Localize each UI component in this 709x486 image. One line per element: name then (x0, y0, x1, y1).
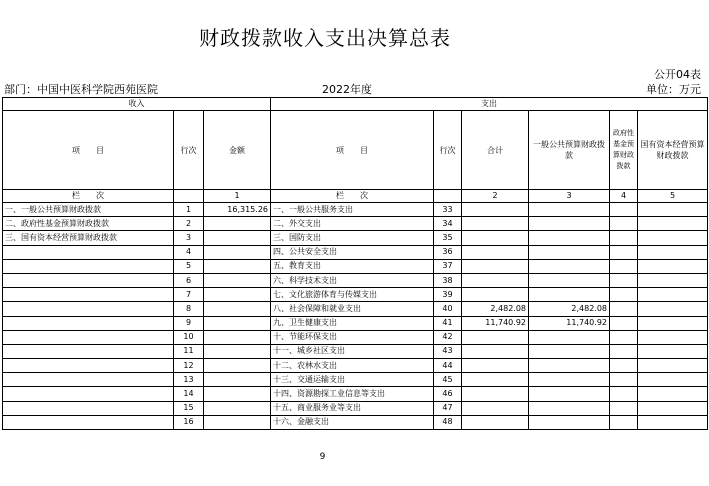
income-amount-header: 金额 (204, 111, 271, 190)
expense-line-cell: 36 (434, 245, 462, 259)
fund-budget-cell (610, 302, 638, 316)
expense-line-cell: 39 (434, 288, 462, 302)
income-amount-cell (204, 245, 271, 259)
expense-item-header: 项 目 (271, 111, 434, 190)
expense-item-cell: 十三、交通运输支出 (271, 373, 434, 387)
income-line-header: 行次 (174, 111, 204, 190)
index-line-empty (174, 190, 204, 203)
table-row (3, 273, 708, 287)
capital-budget-cell (638, 373, 708, 387)
capital-budget-cell (638, 217, 708, 231)
general-budget-cell (529, 415, 610, 429)
income-item-cell (3, 344, 174, 358)
fund-budget-cell (610, 387, 638, 401)
expense-total-cell (462, 373, 529, 387)
income-line-cell: 2 (174, 217, 204, 231)
table-row (3, 373, 708, 387)
general-budget-cell (529, 373, 610, 387)
income-item-cell (3, 288, 174, 302)
capital-budget-cell (638, 401, 708, 415)
income-item-cell (3, 359, 174, 373)
expense-item-cell: 六、科学技术支出 (271, 273, 434, 287)
income-line-cell: 14 (174, 387, 204, 401)
income-line-cell: 7 (174, 288, 204, 302)
page-title: 财政拨款收入支出决算总表 (199, 26, 451, 50)
capital-budget-cell (638, 344, 708, 358)
expense-line-cell: 47 (434, 401, 462, 415)
income-line-cell: 1 (174, 203, 204, 217)
expense-line-cell: 40 (434, 302, 462, 316)
capital-budget-header: 国有资本经营预算财政拨款 (638, 111, 708, 190)
general-budget-cell (529, 245, 610, 259)
income-item-cell (3, 415, 174, 429)
table-row (3, 387, 708, 401)
index-capital: 5 (638, 190, 708, 203)
expense-line-cell: 34 (434, 217, 462, 231)
income-line-cell: 5 (174, 259, 204, 273)
general-budget-cell (529, 330, 610, 344)
expense-total-cell (462, 217, 529, 231)
income-item-cell: 三、国有资本经营预算财政拨款 (3, 231, 174, 245)
expense-total-cell (462, 359, 529, 373)
page-number: 9 (319, 452, 326, 462)
general-budget-cell (529, 217, 610, 231)
fund-budget-cell (610, 373, 638, 387)
index-amount: 1 (204, 190, 271, 203)
index-general: 3 (529, 190, 610, 203)
income-amount-cell: 16,315.26 (204, 203, 271, 217)
fund-budget-cell (610, 316, 638, 330)
income-item-cell: 一、一般公共预算财政拨款 (3, 203, 174, 217)
table-row (3, 415, 708, 429)
expense-item-cell: 十、节能环保支出 (271, 330, 434, 344)
income-amount-cell (204, 231, 271, 245)
table-row (3, 344, 708, 358)
table-row (3, 203, 708, 217)
income-amount-cell (204, 302, 271, 316)
table-row (3, 259, 708, 273)
department-label: 部门：中国中医科学院西苑医院 (4, 83, 158, 96)
expense-line-cell: 43 (434, 344, 462, 358)
section-header-row (3, 98, 708, 111)
income-amount-cell (204, 387, 271, 401)
income-amount-cell (204, 401, 271, 415)
expense-line-cell: 35 (434, 231, 462, 245)
general-budget-cell (529, 359, 610, 373)
fund-budget-cell (610, 359, 638, 373)
expense-line-cell: 48 (434, 415, 462, 429)
table-row (3, 316, 708, 330)
income-amount-cell (204, 330, 271, 344)
capital-budget-cell (638, 387, 708, 401)
expense-total-cell (462, 288, 529, 302)
expense-item-cell: 十六、金融支出 (271, 415, 434, 429)
expense-total-cell (462, 344, 529, 358)
income-item-cell (3, 401, 174, 415)
income-line-cell: 10 (174, 330, 204, 344)
index-label-2: 栏 次 (271, 190, 434, 203)
fund-budget-cell (610, 344, 638, 358)
fund-budget-cell (610, 245, 638, 259)
expense-item-cell: 五、教育支出 (271, 259, 434, 273)
expense-section-header: 支出 (271, 98, 708, 111)
income-amount-cell (204, 288, 271, 302)
income-line-cell: 16 (174, 415, 204, 429)
budget-table (2, 97, 708, 430)
expense-total-cell (462, 330, 529, 344)
expense-total-cell: 2,482.08 (462, 302, 529, 316)
expense-item-cell: 三、国防支出 (271, 231, 434, 245)
general-budget-cell: 11,740.92 (529, 316, 610, 330)
table-row (3, 401, 708, 415)
income-line-cell: 3 (174, 231, 204, 245)
income-amount-cell (204, 316, 271, 330)
capital-budget-cell (638, 415, 708, 429)
form-number: 公开04表 (654, 68, 701, 81)
capital-budget-cell (638, 288, 708, 302)
income-line-cell: 12 (174, 359, 204, 373)
expense-item-cell: 四、公共安全支出 (271, 245, 434, 259)
expense-total-cell (462, 259, 529, 273)
expense-line-cell: 41 (434, 316, 462, 330)
income-item-header: 项 目 (3, 111, 174, 190)
expense-item-cell: 八、社会保障和就业支出 (271, 302, 434, 316)
capital-budget-cell (638, 359, 708, 373)
fund-budget-header: 政府性基金预算财政拨款 (610, 111, 638, 190)
general-budget-cell: 2,482.08 (529, 302, 610, 316)
expense-line-cell: 45 (434, 373, 462, 387)
fund-budget-cell (610, 415, 638, 429)
income-section-header: 收入 (3, 98, 271, 111)
expense-total-cell (462, 415, 529, 429)
general-budget-cell (529, 401, 610, 415)
fund-budget-cell (610, 401, 638, 415)
expense-total-cell (462, 245, 529, 259)
unit-label: 单位：万元 (646, 83, 701, 96)
general-budget-header: 一般公共预算财政拨款 (529, 111, 610, 190)
expense-total-cell (462, 273, 529, 287)
expense-total-cell (462, 231, 529, 245)
income-item-cell (3, 273, 174, 287)
general-budget-cell (529, 387, 610, 401)
index-fund: 4 (610, 190, 638, 203)
expense-item-cell: 十五、商业服务业等支出 (271, 401, 434, 415)
expense-line-cell: 44 (434, 359, 462, 373)
expense-line-cell: 42 (434, 330, 462, 344)
general-budget-cell (529, 273, 610, 287)
table-row (3, 231, 708, 245)
capital-budget-cell (638, 330, 708, 344)
income-amount-cell (204, 415, 271, 429)
index-row (3, 190, 708, 203)
income-item-cell (3, 302, 174, 316)
income-line-cell: 13 (174, 373, 204, 387)
table-row (3, 359, 708, 373)
expense-line-cell: 33 (434, 203, 462, 217)
year-label: 2022年度 (322, 83, 372, 96)
expense-item-cell: 一、一般公共服务支出 (271, 203, 434, 217)
income-item-cell (3, 259, 174, 273)
index-label: 栏 次 (3, 190, 174, 203)
capital-budget-cell (638, 231, 708, 245)
income-amount-cell (204, 273, 271, 287)
expense-line-cell: 38 (434, 273, 462, 287)
expense-total-cell (462, 387, 529, 401)
income-line-cell: 8 (174, 302, 204, 316)
capital-budget-cell (638, 203, 708, 217)
table-row (3, 330, 708, 344)
income-item-cell (3, 387, 174, 401)
income-item-cell: 二、政府性基金预算财政拨款 (3, 217, 174, 231)
index-total: 2 (462, 190, 529, 203)
general-budget-cell (529, 259, 610, 273)
expense-total-header: 合计 (462, 111, 529, 190)
expense-item-cell: 九、卫生健康支出 (271, 316, 434, 330)
income-amount-cell (204, 373, 271, 387)
income-item-cell (3, 245, 174, 259)
fund-budget-cell (610, 330, 638, 344)
income-amount-cell (204, 344, 271, 358)
expense-line-cell: 37 (434, 259, 462, 273)
income-line-cell: 4 (174, 245, 204, 259)
income-amount-cell (204, 359, 271, 373)
fund-budget-cell (610, 273, 638, 287)
general-budget-cell (529, 288, 610, 302)
capital-budget-cell (638, 259, 708, 273)
capital-budget-cell (638, 245, 708, 259)
income-line-cell: 9 (174, 316, 204, 330)
general-budget-cell (529, 203, 610, 217)
table-row (3, 288, 708, 302)
fund-budget-cell (610, 231, 638, 245)
expense-item-cell: 十一、城乡社区支出 (271, 344, 434, 358)
expense-total-cell (462, 401, 529, 415)
table-row (3, 245, 708, 259)
income-line-cell: 15 (174, 401, 204, 415)
expense-item-cell: 二、外交支出 (271, 217, 434, 231)
income-amount-cell (204, 217, 271, 231)
expense-line-header: 行次 (434, 111, 462, 190)
expense-item-cell: 十二、农林水支出 (271, 359, 434, 373)
capital-budget-cell (638, 273, 708, 287)
fund-budget-cell (610, 203, 638, 217)
column-header-row (3, 111, 708, 190)
expense-total-cell (462, 203, 529, 217)
income-line-cell: 6 (174, 273, 204, 287)
expense-line-cell: 46 (434, 387, 462, 401)
income-line-cell: 11 (174, 344, 204, 358)
table-row (3, 302, 708, 316)
table-row (3, 217, 708, 231)
general-budget-cell (529, 231, 610, 245)
capital-budget-cell (638, 302, 708, 316)
fund-budget-cell (610, 288, 638, 302)
fund-budget-cell (610, 259, 638, 273)
index-line-empty-2 (434, 190, 462, 203)
income-amount-cell (204, 259, 271, 273)
income-item-cell (3, 373, 174, 387)
general-budget-cell (529, 344, 610, 358)
income-item-cell (3, 316, 174, 330)
expense-item-cell: 十四、资源勘探工业信息等支出 (271, 387, 434, 401)
fund-budget-cell (610, 217, 638, 231)
capital-budget-cell (638, 316, 708, 330)
expense-total-cell: 11,740.92 (462, 316, 529, 330)
expense-item-cell: 七、文化旅游体育与传媒支出 (271, 288, 434, 302)
income-item-cell (3, 330, 174, 344)
